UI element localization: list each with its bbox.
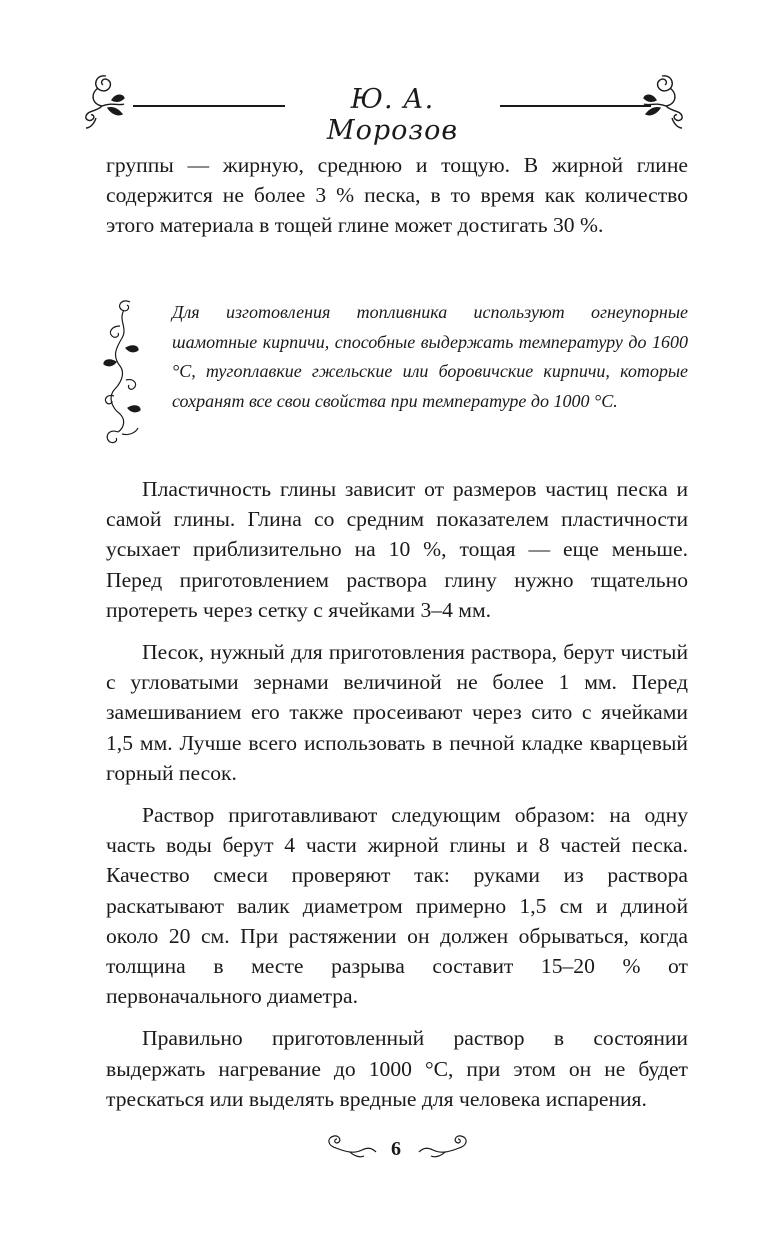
running-header-author: Ю. А. Морозов xyxy=(326,84,459,146)
body-text-top xyxy=(106,150,688,241)
page-number: 6 xyxy=(391,1138,401,1160)
vine-ornament-icon xyxy=(100,296,150,446)
page-footer xyxy=(0,1130,768,1170)
running-header xyxy=(0,58,768,148)
scroll-flourish-icon xyxy=(626,58,686,138)
header-rule-left xyxy=(133,105,285,107)
swirl-flourish-icon xyxy=(320,1130,382,1164)
scroll-flourish-icon xyxy=(82,58,142,138)
paragraph: Песок, нужный для приготовления раствора, берут чистый с угловатыми зернами величиной не более 1 мм. Перед замешиванием его также просеивают через сито с ячейками 1,5 мм. Лучше всего использовать в печной кладке кварцевый горный песок. xyxy=(106,640,688,785)
paragraph: Пластичность глины зависит от размеров частиц песка и самой глины. Глина со средним показателем пластичности усыхает приблизительно на 10 %, тощая — еще меньше. Перед приготовлением раствора глину нужно тщательно протереть через сетку с ячейками 3–4 мм. xyxy=(106,477,688,622)
swirl-flourish-icon xyxy=(413,1130,475,1164)
paragraph: группы — жирную, среднюю и тощую. В жирной глине содержится не более 3 % песка, в то время как количество этого материала в тощей глине может достигать 30 %. xyxy=(106,153,688,238)
body-text-main xyxy=(106,474,688,1114)
highlight-note: Для изготовления топливника используют огнеупорные шамотные кирпичи, способные выдержать температуру до 1600 °С, тугоплавкие гжельские или боровичские кирпичи, которые сохранят все свои свойства при температуре до 1000 °С. xyxy=(172,302,688,411)
paragraph: Правильно приготовленный раствор в состоянии выдержать нагревание до 1000 °С, при этом он не будет трескаться или выделять вредные для человека испарения. xyxy=(106,1026,688,1111)
paragraph: Раствор приготавливают следующим образом: на одну часть воды берут 4 части жирной глины и 8 частей песка. Качество смеси проверяют так: руками из раствора раскатывают валик диаметром примерно 1,5 см и длиной около 20 см. При растяжении он должен обрываться, когда толщина в месте разрыва составит 15–20 % от первоначального диаметра. xyxy=(106,803,688,1009)
